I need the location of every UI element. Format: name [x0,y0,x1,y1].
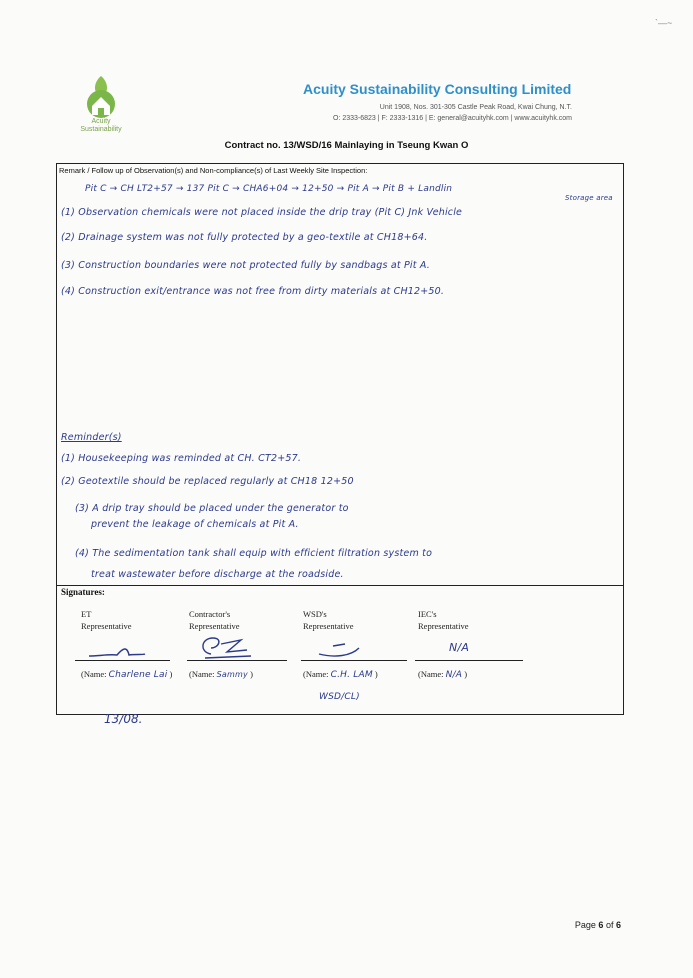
contractor-signature [197,634,257,660]
page-number [575,920,621,930]
handwritten-date: 13/08. [104,712,143,726]
contractor-role [189,608,240,632]
wsd-signature-line [301,660,407,661]
iec-name: (Name: N/A ) [418,669,468,680]
reminder-line-4: (4) The sedimentation tank shall equip with efficient filtration system to [75,548,433,559]
contract-title: Contract no. 13/WSD/16 Mainlaying in Tseung Kwan O [224,140,469,151]
wsd-signature [315,638,375,660]
wsd-role-line2: Representative [303,621,354,631]
et-name-label: (Name: [81,669,107,679]
observation-line-2: (2) Drainage system was not fully protected by a geo-textile at CH18+64. [61,232,428,243]
et-name-value: Charlene Lai [108,670,168,680]
et-signature-line [75,660,170,661]
inspection-form-box [56,163,624,715]
company-name: Acuity Sustainability Consulting Limited [303,81,572,97]
company-contacts: O: 2333-6823 | F: 2333-1316 | E: general@acuityhk.com | www.acuityhk.com [332,115,572,122]
wsd-handwritten-note: WSD/CL) [319,692,360,702]
wsd-role [303,608,354,632]
page-of: of [605,920,614,930]
wsd-role-line1: WSD's [303,609,327,619]
wsd-name: (Name: C.H. LAM ) [303,669,378,680]
iec-role-line2: Representative [418,621,469,631]
et-name: (Name: Charlene Lai ) [81,669,173,680]
logo-wordmark [70,118,132,134]
et-role-line1: ET [81,609,92,619]
iec-name-label: (Name: [418,669,444,679]
signature-divider [57,585,623,586]
reminder-line-4-cont: treat wastewater before discharge at the roadside. [91,569,344,580]
page-total: 6 [615,920,621,930]
logo-line-1: Acuity [91,118,111,125]
wsd-name-value: C.H. LAM [330,670,373,680]
reminder-line-3-cont: prevent the leakage of chemicals at Pit A. [91,519,299,530]
remarks-label: Remark / Follow up of Observation(s) and Non-compliance(s) of Last Weekly Site Inspection: [59,166,368,175]
reminders-heading: Reminder(s) [61,432,122,443]
et-role [81,608,132,632]
contractor-signature-line [187,660,287,661]
contractor-role-line1: Contractor's [189,609,231,619]
observation-line-3: (3) Construction boundaries were not protected fully by sandbags at Pit A. [61,260,431,271]
observation-line-4: (4) Construction exit/entrance was not free from dirty materials at CH12+50. [61,286,445,297]
handwritten-route-note: Storage area [565,194,613,202]
contractor-name-value: Sammy [216,670,248,679]
observation-line-1: (1) Observation chemicals were not placed inside the drip tray (Pit C) Jnk Vehicle [61,207,463,218]
page-current: 6 [598,920,604,930]
wsd-name-label: (Name: [303,669,329,679]
iec-role [418,608,469,632]
et-signature [87,642,147,660]
et-role-line2: Representative [81,621,132,631]
signatures-title: Signatures: [61,587,105,597]
iec-name-value: N/A [445,670,463,680]
iec-role-line1: IEC's [418,609,437,619]
scan-mark: `—~ [655,18,673,28]
company-address: Unit 1908, Nos. 301-305 Castle Peak Road, Kwai Chung, N.T. [379,104,572,111]
contractor-name: (Name: Sammy ) [189,669,253,679]
logo-line-2: Sustainability [80,126,122,133]
iec-signature-line [415,660,523,661]
reminder-line-3: (3) A drip tray should be placed under the generator to [75,503,349,514]
page-prefix: Page [574,920,596,930]
reminder-line-1: (1) Housekeeping was reminded at CH. CT2+57. [61,453,302,464]
iec-signature-na: N/A [449,641,470,654]
handwritten-route: Pit C → CH LT2+57 → 137 Pit C → CHA6+04 → 12+50 → Pit A → Pit B + Landlin [85,184,453,194]
reminder-line-2: (2) Geotextile should be replaced regularly at CH18 12+50 [61,476,354,487]
contractor-name-label: (Name: [189,669,215,679]
contractor-role-line2: Representative [189,621,240,631]
